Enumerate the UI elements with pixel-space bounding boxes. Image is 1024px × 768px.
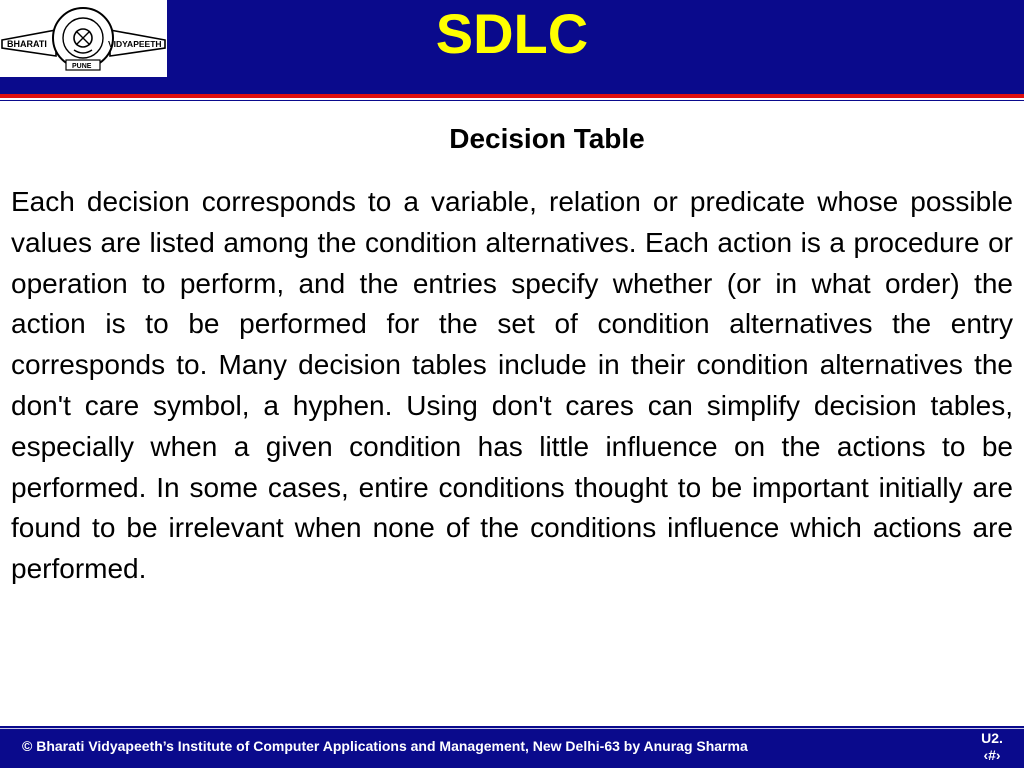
logo-right-text: VIDYAPEETH [108,39,162,49]
footer-divider [0,728,1024,729]
logo-bottom-text: PUNE [72,63,92,70]
unit-label: U2. [981,730,1003,746]
footer-copyright: © Bharati Vidyapeeth’s Institute of Computer Applications and Management, New Delhi-63 by Anurag Sharma [22,738,748,754]
header-divider-thin [0,100,1024,101]
logo-left-text: BHARATI [7,39,47,49]
header-divider [0,94,1024,98]
body-paragraph: Each decision corresponds to a variable, relation or predicate whose possible values are listed among the condition alternatives. Each action is a procedure or operation to perform, and the entries specify whether (or in what order) the action is to be performed for the set of condition alternatives the entry corresponds to. Many decision tables include in their condition alternatives the don't care symbol, a hyphen. Using don't cares can simplify decision tables, especially when a given condition has little influence on the actions to be performed. In some cases, entire conditions thought to be important initially are found to be irrelevant when none of the conditions influence which actions are performed. [11,186,1013,585]
page-marker: ‹#› [983,747,1001,763]
slide-number [968,730,1016,764]
slide-title: SDLC [435,2,589,65]
header-banner [0,0,1024,94]
section-heading: Decision Table [449,123,645,154]
